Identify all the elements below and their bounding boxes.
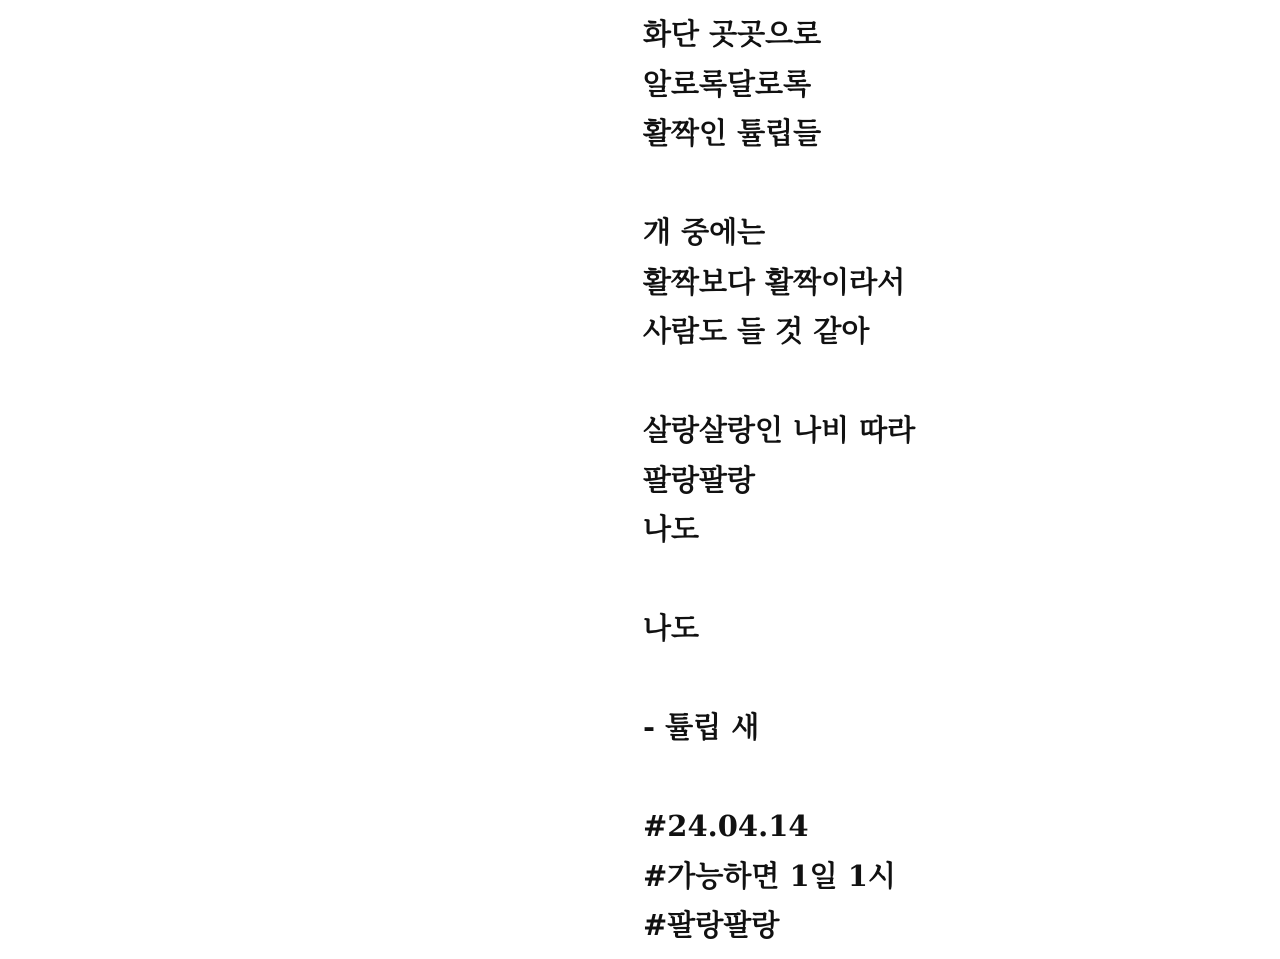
poem-line: 살랑살랑인 나비 따라 [643,413,916,447]
poem-line: 사람도 들 것 같아 [643,314,870,348]
poem-line: 개 중에는 [643,215,766,249]
poem-line: 화단 곳곳으로 [643,17,822,51]
poem-line: 팔랑팔랑 [643,462,756,497]
poem-body [643,10,1243,951]
poem-signature: - 튤립 새 [643,710,760,744]
hashtag-daily-poem[interactable]: #가능하면 1일 1시 [643,858,896,893]
stanza-break [643,555,1243,605]
poem-line: 활짝인 튤립들 [643,116,822,150]
poem-line: 활짝보다 활짝이라서 [643,264,906,299]
hashtag-date[interactable]: #24.04.14 [643,809,809,843]
stanza-break [643,654,1243,704]
stanza-break [643,753,1243,803]
poem-line: 나도 [643,611,700,645]
stanza-break [643,357,1243,407]
poem-line: 나도 [643,512,700,546]
hashtag-flutter[interactable]: #팔랑팔랑 [643,908,780,942]
poem-line: 알로록달로록 [643,66,812,101]
stanza-break [643,159,1243,209]
